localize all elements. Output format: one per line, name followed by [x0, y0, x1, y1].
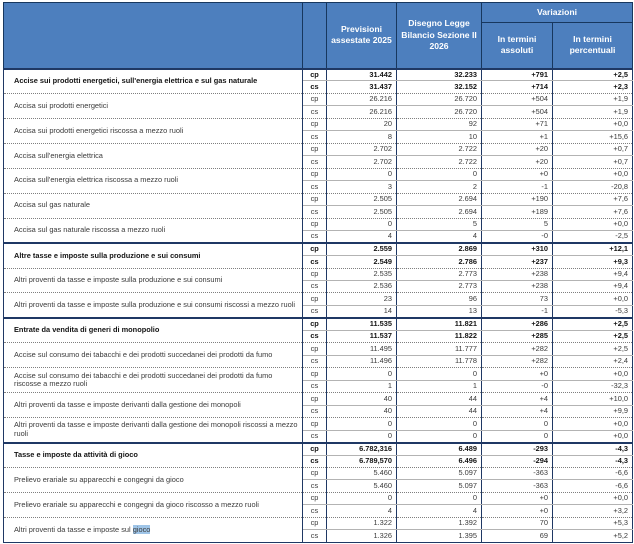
row-label-text: Entrate da vendita di generi di monopolio — [14, 325, 160, 335]
value-percentuali: +1,9 — [553, 106, 633, 118]
value-disegno: 2.773 — [397, 268, 482, 280]
value-percentuali: +9,9 — [553, 405, 633, 417]
value-disegno: 44 — [397, 405, 482, 417]
row-label-text: Accise sul consumo dei tabacchi e dei prodotti succedanei dei prodotti da fumo riscosse a mezzo ruoli — [14, 370, 273, 389]
value-percentuali: +0,7 — [553, 156, 633, 168]
row-label-text: Accisa sull'energia elettrica riscossa a mezzo ruoli — [14, 175, 179, 185]
value-disegno: 6.489 — [397, 443, 482, 455]
value-previsioni: 3 — [327, 181, 397, 193]
value-previsioni: 5.460 — [327, 480, 397, 492]
value-disegno: 2.869 — [397, 243, 482, 255]
row-label-text: Accisa sui prodotti energetici riscossa a mezzo ruoli — [14, 125, 184, 135]
value-previsioni: 2.702 — [327, 143, 397, 155]
row-type-cp: cp — [303, 193, 327, 205]
header-termini-percentuali: In termini percentuali — [553, 23, 633, 69]
header-description-column — [4, 3, 303, 69]
value-previsioni: 6.789,570 — [327, 455, 397, 467]
row-type-cs: cs — [303, 405, 327, 417]
value-assoluti: +238 — [482, 280, 553, 292]
value-previsioni: 1.322 — [327, 517, 397, 529]
value-percentuali: -6,6 — [553, 480, 633, 492]
row-label — [4, 293, 303, 318]
value-percentuali: +0,0 — [553, 293, 633, 305]
value-disegno: 0 — [397, 492, 482, 504]
value-previsioni: 2.559 — [327, 243, 397, 255]
row-label-text: Accisa sull'energia elettrica — [14, 150, 103, 160]
row-label — [4, 468, 303, 493]
value-assoluti: +20 — [482, 143, 553, 155]
value-percentuali: +7,6 — [553, 193, 633, 205]
value-assoluti: +4 — [482, 393, 553, 405]
value-disegno: 4 — [397, 231, 482, 243]
row-label-text: Altri proventi da tasse e imposte derivanti dalla gestione dei monopoli riscossi a mezzo ruoli — [14, 420, 298, 438]
row-type-cp: cp — [303, 418, 327, 430]
row-type-cp: cp — [303, 293, 327, 305]
value-assoluti: +238 — [482, 268, 553, 280]
value-percentuali: -5,3 — [553, 305, 633, 317]
value-percentuali: -2,5 — [553, 231, 633, 243]
row-label — [4, 268, 303, 293]
value-previsioni: 11.496 — [327, 355, 397, 367]
value-percentuali: +0,0 — [553, 430, 633, 442]
row-label — [4, 218, 303, 243]
row-type-cs: cs — [303, 355, 327, 367]
value-percentuali: +0,0 — [553, 492, 633, 504]
row-label-text: Altre tasse e imposte sulla produzione e sui consumi — [14, 250, 201, 260]
row-type-cs: cs — [303, 530, 327, 543]
value-percentuali: +10,0 — [553, 393, 633, 405]
value-percentuali: +2,5 — [553, 343, 633, 355]
value-assoluti: 0 — [482, 418, 553, 430]
row-label-text: Tasse e imposte da attività di gioco — [14, 450, 138, 460]
value-previsioni: 11.535 — [327, 318, 397, 330]
value-disegno: 1 — [397, 380, 482, 392]
row-label-text: Accise sul consumo dei tabacchi e dei prodotti succedanei dei prodotti da fumo — [14, 350, 273, 360]
row-type-cs: cs — [303, 505, 327, 517]
row-type-cs: cs — [303, 305, 327, 317]
row-label — [4, 418, 303, 443]
value-percentuali: +0,0 — [553, 218, 633, 230]
value-percentuali: +15,6 — [553, 131, 633, 143]
value-disegno: 92 — [397, 118, 482, 130]
value-previsioni: 26.216 — [327, 106, 397, 118]
row-type-cs: cs — [303, 131, 327, 143]
value-disegno: 44 — [397, 393, 482, 405]
value-previsioni: 4 — [327, 505, 397, 517]
value-assoluti: +714 — [482, 81, 553, 93]
row-type-cs: cs — [303, 480, 327, 492]
value-previsioni: 31.442 — [327, 69, 397, 81]
value-percentuali: +3,2 — [553, 505, 633, 517]
value-percentuali: +5,3 — [553, 517, 633, 529]
row-type-cp: cp — [303, 443, 327, 455]
value-assoluti: -363 — [482, 468, 553, 480]
row-type-cp: cp — [303, 93, 327, 105]
value-percentuali: +9,4 — [553, 280, 633, 292]
row-label-text: Altri proventi da tasse e imposte sulla produzione e sui consumi — [14, 275, 223, 285]
row-type-cp: cp — [303, 118, 327, 130]
row-type-cs: cs — [303, 430, 327, 442]
value-percentuali: +0,0 — [553, 118, 633, 130]
value-previsioni: 2.549 — [327, 256, 397, 268]
row-type-cp: cp — [303, 468, 327, 480]
value-assoluti: -294 — [482, 455, 553, 467]
value-percentuali: +2,5 — [553, 318, 633, 330]
value-assoluti: -0 — [482, 380, 553, 392]
row-type-cp: cp — [303, 268, 327, 280]
value-disegno: 1.395 — [397, 530, 482, 543]
value-disegno: 4 — [397, 505, 482, 517]
row-label-text: Prelievo erariale su apparecchi e congegni da gioco riscosso a mezzo ruoli — [14, 499, 259, 509]
header-previsioni-assestate: Previsioni assestate 2025 — [327, 3, 397, 69]
row-type-cp: cp — [303, 218, 327, 230]
value-assoluti: +189 — [482, 206, 553, 218]
value-previsioni: 11.537 — [327, 330, 397, 342]
row-label-text: Accisa sui prodotti energetici — [14, 100, 109, 110]
value-previsioni: 40 — [327, 405, 397, 417]
value-disegno: 0 — [397, 368, 482, 380]
value-previsioni: 2.535 — [327, 268, 397, 280]
value-assoluti: +504 — [482, 106, 553, 118]
value-disegno: 11.822 — [397, 330, 482, 342]
value-percentuali: +9,3 — [553, 256, 633, 268]
value-percentuali: +9,4 — [553, 268, 633, 280]
row-type-cs: cs — [303, 455, 327, 467]
value-assoluti: +0 — [482, 492, 553, 504]
value-assoluti: +282 — [482, 355, 553, 367]
value-percentuali: +12,1 — [553, 243, 633, 255]
row-type-cp: cp — [303, 393, 327, 405]
value-disegno: 11.778 — [397, 355, 482, 367]
value-assoluti: 69 — [482, 530, 553, 543]
value-percentuali: +5,2 — [553, 530, 633, 543]
row-type-cp: cp — [303, 143, 327, 155]
row-label — [4, 517, 303, 542]
row-label — [4, 393, 303, 418]
header-termini-assoluti: In termini assoluti — [482, 23, 553, 69]
value-previsioni: 1 — [327, 380, 397, 392]
value-assoluti: 5 — [482, 218, 553, 230]
value-previsioni: 14 — [327, 305, 397, 317]
row-type-cp: cp — [303, 168, 327, 180]
row-type-cs: cs — [303, 181, 327, 193]
value-disegno: 5.097 — [397, 480, 482, 492]
search-highlight: gioco — [132, 524, 151, 534]
value-disegno: 32.233 — [397, 69, 482, 81]
value-previsioni: 2.702 — [327, 156, 397, 168]
value-disegno: 5.097 — [397, 468, 482, 480]
value-previsioni: 31.437 — [327, 81, 397, 93]
header-disegno-legge: Disegno Legge Bilancio Sezione II 2026 — [397, 3, 482, 69]
value-previsioni: 0 — [327, 492, 397, 504]
value-previsioni: 0 — [327, 418, 397, 430]
value-previsioni: 20 — [327, 118, 397, 130]
value-disegno: 26.720 — [397, 93, 482, 105]
row-type-cs: cs — [303, 256, 327, 268]
value-disegno: 2.786 — [397, 256, 482, 268]
value-percentuali: +0,0 — [553, 368, 633, 380]
row-label — [4, 492, 303, 517]
row-type-cs: cs — [303, 330, 327, 342]
value-previsioni: 40 — [327, 393, 397, 405]
header-cp-cs-column — [303, 3, 327, 69]
value-assoluti: -1 — [482, 305, 553, 317]
row-label — [4, 443, 303, 468]
value-assoluti: -0 — [482, 231, 553, 243]
value-assoluti: +791 — [482, 69, 553, 81]
row-label — [4, 368, 303, 393]
value-previsioni: 2.505 — [327, 206, 397, 218]
row-type-cs: cs — [303, 206, 327, 218]
value-previsioni: 0 — [327, 218, 397, 230]
value-previsioni: 11.495 — [327, 343, 397, 355]
row-type-cp: cp — [303, 368, 327, 380]
value-percentuali: -20,8 — [553, 181, 633, 193]
row-label — [4, 343, 303, 368]
table-body — [4, 69, 633, 543]
value-assoluti: +0 — [482, 368, 553, 380]
value-percentuali: +0,0 — [553, 168, 633, 180]
row-type-cp: cp — [303, 69, 327, 81]
value-disegno: 2.722 — [397, 143, 482, 155]
value-assoluti: -363 — [482, 480, 553, 492]
row-label — [4, 243, 303, 268]
value-previsioni: 2.505 — [327, 193, 397, 205]
value-percentuali: +0,0 — [553, 418, 633, 430]
value-assoluti: 70 — [482, 517, 553, 529]
row-label-text: Altri proventi da tasse e imposte sul — [14, 524, 133, 534]
row-type-cp: cp — [303, 243, 327, 255]
value-disegno: 13 — [397, 305, 482, 317]
value-previsioni: 8 — [327, 131, 397, 143]
row-type-cs: cs — [303, 81, 327, 93]
value-assoluti: +504 — [482, 93, 553, 105]
value-percentuali: -4,3 — [553, 455, 633, 467]
row-label — [4, 69, 303, 94]
row-type-cp: cp — [303, 343, 327, 355]
value-disegno: 2.694 — [397, 206, 482, 218]
row-label — [4, 318, 303, 343]
value-disegno: 11.821 — [397, 318, 482, 330]
value-percentuali: +0,7 — [553, 143, 633, 155]
value-previsioni: 5.460 — [327, 468, 397, 480]
value-disegno: 2.773 — [397, 280, 482, 292]
value-assoluti: -1 — [482, 181, 553, 193]
value-assoluti: +20 — [482, 156, 553, 168]
value-assoluti: +286 — [482, 318, 553, 330]
row-type-cs: cs — [303, 106, 327, 118]
value-assoluti: +4 — [482, 405, 553, 417]
row-type-cs: cs — [303, 156, 327, 168]
row-label — [4, 118, 303, 143]
row-label — [4, 93, 303, 118]
value-disegno: 0 — [397, 168, 482, 180]
row-label — [4, 143, 303, 168]
value-disegno: 0 — [397, 430, 482, 442]
value-percentuali: -32,3 — [553, 380, 633, 392]
value-assoluti: +282 — [482, 343, 553, 355]
row-label-text: Prelievo erariale su apparecchi e congegni da gioco — [14, 474, 184, 484]
value-assoluti: +237 — [482, 256, 553, 268]
value-percentuali: +2,5 — [553, 330, 633, 342]
value-percentuali: -4,3 — [553, 443, 633, 455]
row-type-cs: cs — [303, 280, 327, 292]
value-percentuali: -6,6 — [553, 468, 633, 480]
row-label-text: Accisa sul gas naturale riscossa a mezzo ruoli — [14, 225, 166, 235]
value-disegno: 10 — [397, 131, 482, 143]
value-percentuali: +2,3 — [553, 81, 633, 93]
row-type-cp: cp — [303, 318, 327, 330]
value-previsioni: 0 — [327, 168, 397, 180]
value-assoluti: -293 — [482, 443, 553, 455]
row-label-text: Altri proventi da tasse e imposte sulla produzione e sui consumi riscossi a mezzo ruoli — [14, 299, 295, 309]
value-disegno: 2.694 — [397, 193, 482, 205]
row-label-text: Altri proventi da tasse e imposte derivanti dalla gestione dei monopoli — [14, 399, 241, 409]
value-assoluti: +285 — [482, 330, 553, 342]
value-assoluti: 73 — [482, 293, 553, 305]
value-assoluti: +0 — [482, 168, 553, 180]
row-label — [4, 193, 303, 218]
value-previsioni: 26.216 — [327, 93, 397, 105]
value-disegno: 32.152 — [397, 81, 482, 93]
value-previsioni: 6.782,316 — [327, 443, 397, 455]
value-assoluti: +1 — [482, 131, 553, 143]
value-assoluti: +0 — [482, 505, 553, 517]
value-assoluti: +71 — [482, 118, 553, 130]
row-label — [4, 168, 303, 193]
header-variazioni: Variazioni — [482, 3, 633, 23]
value-assoluti: +310 — [482, 243, 553, 255]
value-disegno: 96 — [397, 293, 482, 305]
value-previsioni: 0 — [327, 368, 397, 380]
value-disegno: 2 — [397, 181, 482, 193]
row-type-cp: cp — [303, 492, 327, 504]
value-disegno: 2.722 — [397, 156, 482, 168]
row-type-cp: cp — [303, 517, 327, 529]
value-percentuali: +7,6 — [553, 206, 633, 218]
value-disegno: 1.392 — [397, 517, 482, 529]
value-previsioni: 0 — [327, 430, 397, 442]
value-disegno: 0 — [397, 418, 482, 430]
value-disegno: 5 — [397, 218, 482, 230]
value-previsioni: 4 — [327, 231, 397, 243]
row-label-text: Accisa sul gas naturale — [14, 200, 90, 210]
value-percentuali: +2,5 — [553, 69, 633, 81]
budget-table — [3, 2, 633, 543]
value-previsioni: 2.536 — [327, 280, 397, 292]
value-disegno: 6.496 — [397, 455, 482, 467]
value-assoluti: 0 — [482, 430, 553, 442]
value-previsioni: 1.326 — [327, 530, 397, 543]
row-label-text: Accise sui prodotti energetici, sull'energia elettrica e sul gas naturale — [14, 75, 258, 85]
table-header — [4, 3, 633, 69]
value-assoluti: +190 — [482, 193, 553, 205]
value-previsioni: 23 — [327, 293, 397, 305]
value-disegno: 26.720 — [397, 106, 482, 118]
value-percentuali: +2,4 — [553, 355, 633, 367]
value-percentuali: +1,9 — [553, 93, 633, 105]
row-type-cs: cs — [303, 380, 327, 392]
row-type-cs: cs — [303, 231, 327, 243]
value-disegno: 11.777 — [397, 343, 482, 355]
